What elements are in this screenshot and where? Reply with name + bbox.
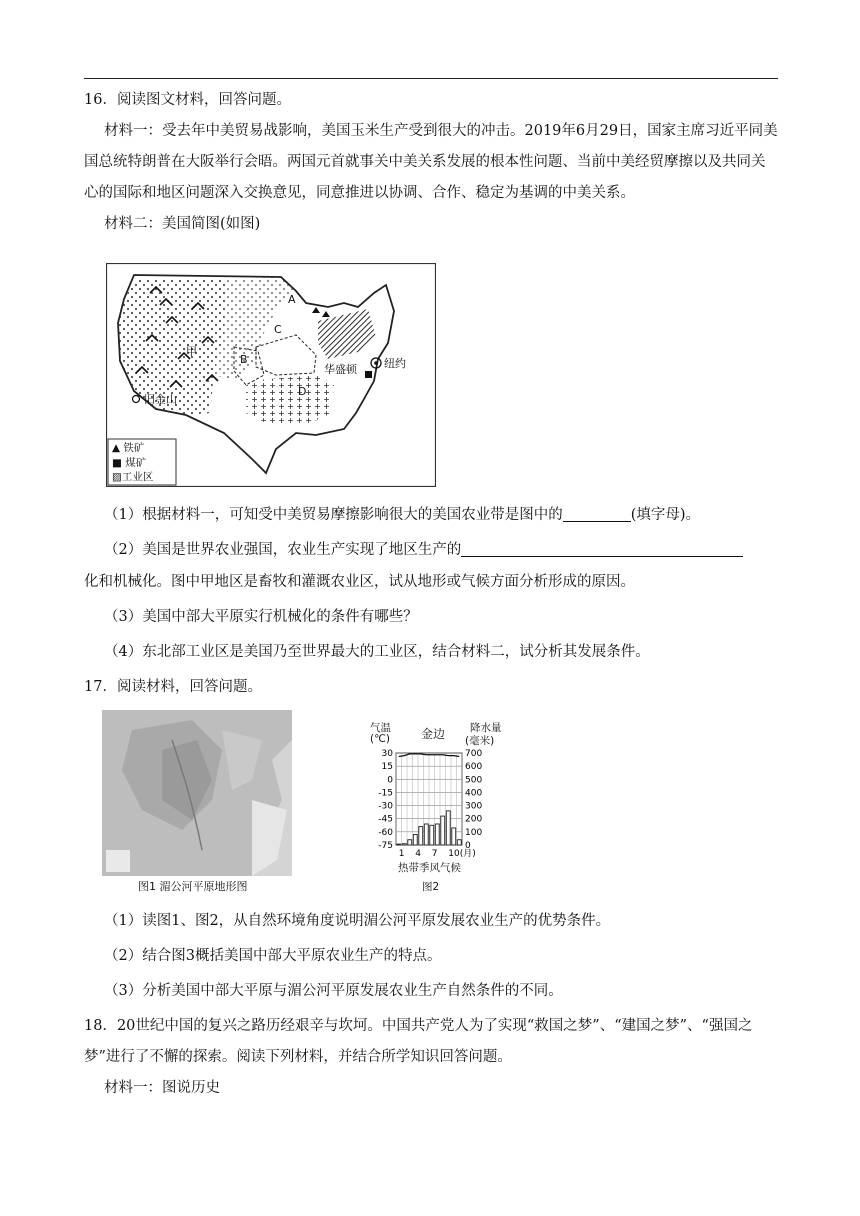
map-label-c: C: [274, 323, 282, 336]
legend-item: [112, 441, 153, 456]
chart-xlabel: 热带季风气候: [398, 862, 461, 874]
map-label-newyork: 纽约: [384, 357, 406, 370]
map-label-d: D: [298, 385, 307, 398]
chart-ylabel-left: 气温: [370, 722, 391, 734]
usa-map-figure: [106, 263, 436, 487]
map-label-b: B: [240, 353, 248, 366]
q16-material-1: 材料一：受去年中美贸易战影响，美国玉米生产受到很大的冲击。2019年6月29日，国家主席习近平同美国总统特朗普在大阪举行会晤。两国元首就事关中美关系发展的根本性问题、当前中美经贸摩擦以及共同关心的国际和地区问题深入交换意见，同意推进以协调、合作、稳定为基调的中美关系。: [84, 123, 778, 201]
y-right-tick-label: 100: [465, 827, 483, 838]
y-left-tick-label: 30: [381, 749, 393, 759]
precip-bar: [408, 840, 412, 845]
chart-ylabel-right: 降水量: [470, 722, 502, 734]
map-label-washington: 华盛顿: [324, 363, 357, 376]
q16-subq1-tail: (填字母)。: [630, 507, 701, 523]
y-left-tick-label: 0: [387, 775, 393, 786]
mekong-map-figure: [102, 710, 292, 896]
fig1-caption: 图1 湄公河平原地形图: [138, 880, 248, 893]
climate-chart-figure: [360, 717, 510, 895]
usa-map: [106, 263, 436, 487]
legend-coal-icon: ■: [112, 456, 122, 469]
precip-bar: [430, 825, 434, 845]
y-right-tick-label: 0: [465, 841, 471, 851]
legend-item: [112, 470, 153, 485]
q16-subq2-blank[interactable]: [461, 540, 743, 557]
precip-bar: [441, 816, 445, 845]
q16-subq1-text: （1）根据材料一，可知受中美贸易摩擦影响很大的美国农业带是图中的: [104, 507, 563, 523]
precip-bar: [402, 844, 406, 845]
precip-bar: [424, 824, 428, 845]
q18-material-1: 材料一：图说历史: [104, 1080, 220, 1096]
x-tick-label: 4: [415, 849, 421, 859]
chart-unit-left: (℃): [370, 733, 390, 745]
legend-industry-label: 工业区: [121, 471, 154, 483]
precip-bar: [457, 840, 461, 845]
y-right-tick-label: 600: [465, 762, 483, 773]
y-right-tick-label: 300: [465, 801, 483, 812]
q16-subq2-text: （2）美国是世界农业强国，农业生产实现了地区生产的: [104, 542, 462, 558]
precip-bar: [452, 828, 456, 845]
legend-iron-label: 铁矿: [123, 442, 145, 454]
x-tick-label: 1: [398, 849, 405, 859]
map-label-a: A: [288, 293, 296, 306]
q18-stem: 18．20世纪中国的复兴之路历经艰辛与坎坷。中国共产党人为了实现“救国之梦”、“建国之梦”、“强国之梦”进行了不懈的探索。阅读下列材料，并结合所学知识回答问题。: [84, 1018, 753, 1065]
y-left-tick-label: -60: [378, 827, 393, 838]
y-right-tick-label: 400: [465, 788, 483, 799]
q17-subq3: （3）分析美国中部大平原与湄公河平原发展农业生产自然条件的不同。: [104, 983, 563, 999]
q16-subq2-cont: 化和机械化。图中甲地区是畜牧和灌溉农业区，试从地形或气候方面分析形成的原因。: [84, 574, 635, 590]
precip-bar: [419, 827, 423, 845]
legend-iron-icon: ▲: [112, 442, 121, 454]
x-tick-label: 7: [431, 849, 438, 859]
q17-subq1: （1）读图1、图2，从自然环境角度说明湄公河平原发展农业生产的优势条件。: [104, 913, 611, 929]
top-rule: [84, 78, 778, 79]
chart-title: 金边: [421, 727, 446, 741]
legend-item: [112, 456, 153, 471]
y-left-tick-label: -45: [378, 814, 393, 825]
x-tick-label: 10(月): [448, 849, 476, 859]
precip-bar: [446, 811, 450, 845]
y-left-tick-label: -75: [378, 841, 393, 851]
q16-subq4: （4）东北部工业区是美国乃至世界最大的工业区，结合材料二，试分析其发展条件。: [104, 644, 650, 660]
q17-stem: 17．阅读材料，回答问题。: [84, 679, 262, 695]
legend-industry-icon: ▨: [112, 471, 122, 483]
mekong-terrain-map: [102, 710, 292, 896]
y-left-tick-label: -30: [378, 801, 393, 812]
map-legend: [112, 441, 153, 485]
chart-unit-right: (毫米): [465, 735, 495, 747]
q16-subq2: [84, 535, 778, 566]
legend-coal-label: 煤矿: [125, 456, 147, 469]
y-right-tick-label: 500: [465, 775, 483, 786]
q17-subq2: （2）结合图3概括美国中部大平原农业生产的特点。: [104, 948, 442, 964]
precip-bar: [397, 844, 401, 845]
y-right-tick-label: 700: [465, 749, 483, 759]
precip-bar: [413, 834, 417, 845]
q16-subq3: （3）美国中部大平原实行机械化的条件有哪些？: [104, 609, 418, 625]
fig2-caption: 图2: [422, 881, 440, 893]
q16-subq1-blank[interactable]: [563, 505, 631, 522]
map-label-jia: 甲: [186, 345, 197, 358]
q16-subq1: [84, 500, 778, 531]
precip-bar: [435, 824, 439, 845]
map-label-sanfrancisco: 旧金山: [144, 393, 177, 406]
y-right-tick-label: 200: [465, 814, 483, 825]
q16-stem: 16．阅读图文材料，回答问题。: [84, 92, 291, 108]
y-left-tick-label: 15: [381, 762, 393, 773]
q16-material-2: 材料二：美国简图(如图): [104, 216, 261, 232]
y-left-tick-label: -15: [378, 788, 393, 799]
